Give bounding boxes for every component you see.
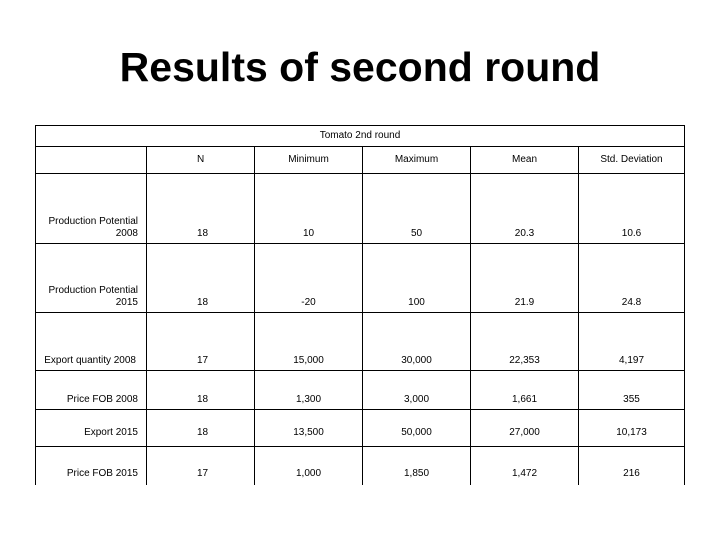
cell-std-deviation: 355 — [578, 371, 684, 409]
row-label: Export 2015 — [84, 427, 138, 438]
cell-mean: 27,000 — [470, 410, 578, 446]
cell-maximum: 50,000 — [362, 410, 470, 446]
cell-n: 18 — [146, 410, 254, 446]
cell-std-deviation: 24.8 — [578, 244, 684, 312]
row-label: Export quantity 2008 — [44, 355, 136, 366]
cell-n: 17 — [146, 447, 254, 485]
cell-maximum: 100 — [362, 244, 470, 312]
cell-mean: 20.3 — [470, 174, 578, 243]
cell-minimum: 13,500 — [254, 410, 362, 446]
table-row — [36, 174, 684, 244]
cell-mean: 22,353 — [470, 313, 578, 370]
cell-maximum: 50 — [362, 174, 470, 243]
row-label: Production Potential 2015 — [48, 285, 138, 308]
cell-maximum: 1,850 — [362, 447, 470, 485]
row-label: Production Potential 2008 — [48, 216, 138, 239]
table-row — [36, 371, 684, 410]
header-cell-mean: Mean — [470, 146, 578, 173]
header-cell-empty — [36, 146, 146, 173]
cell-minimum: 1,300 — [254, 371, 362, 409]
cell-minimum: -20 — [254, 244, 362, 312]
cell-minimum: 10 — [254, 174, 362, 243]
header-cell-n: N — [146, 146, 254, 173]
cell-std-deviation: 216 — [578, 447, 684, 485]
cell-n: 18 — [146, 371, 254, 409]
cell-std-deviation: 4,197 — [578, 313, 684, 370]
cell-mean: 21.9 — [470, 244, 578, 312]
row-label: Price FOB 2008 — [66, 394, 138, 405]
table-row — [36, 313, 684, 371]
cell-n: 18 — [146, 244, 254, 312]
cell-std-deviation: 10.6 — [578, 174, 684, 243]
row-label: Price FOB 2015 — [66, 468, 138, 479]
header-cell-minimum: Minimum — [254, 146, 362, 173]
cell-n: 18 — [146, 174, 254, 243]
cell-minimum: 15,000 — [254, 313, 362, 370]
cell-maximum: 3,000 — [362, 371, 470, 409]
header-cell-maximum: Maximum — [362, 146, 470, 173]
table-row — [36, 410, 684, 447]
table-row — [36, 244, 684, 313]
statistics-table — [35, 125, 685, 485]
cell-mean: 1,661 — [470, 371, 578, 409]
table-caption: Tomato 2nd round — [36, 126, 684, 147]
cell-maximum: 30,000 — [362, 313, 470, 370]
header-cell-std-deviation: Std. Deviation — [578, 146, 684, 173]
slide-title: Results of second round — [119, 44, 601, 90]
table-row — [36, 447, 684, 485]
cell-n: 17 — [146, 313, 254, 370]
cell-std-deviation: 10,173 — [578, 410, 684, 446]
cell-mean: 1,472 — [470, 447, 578, 485]
cell-minimum: 1,000 — [254, 447, 362, 485]
table-header-row — [36, 146, 684, 174]
